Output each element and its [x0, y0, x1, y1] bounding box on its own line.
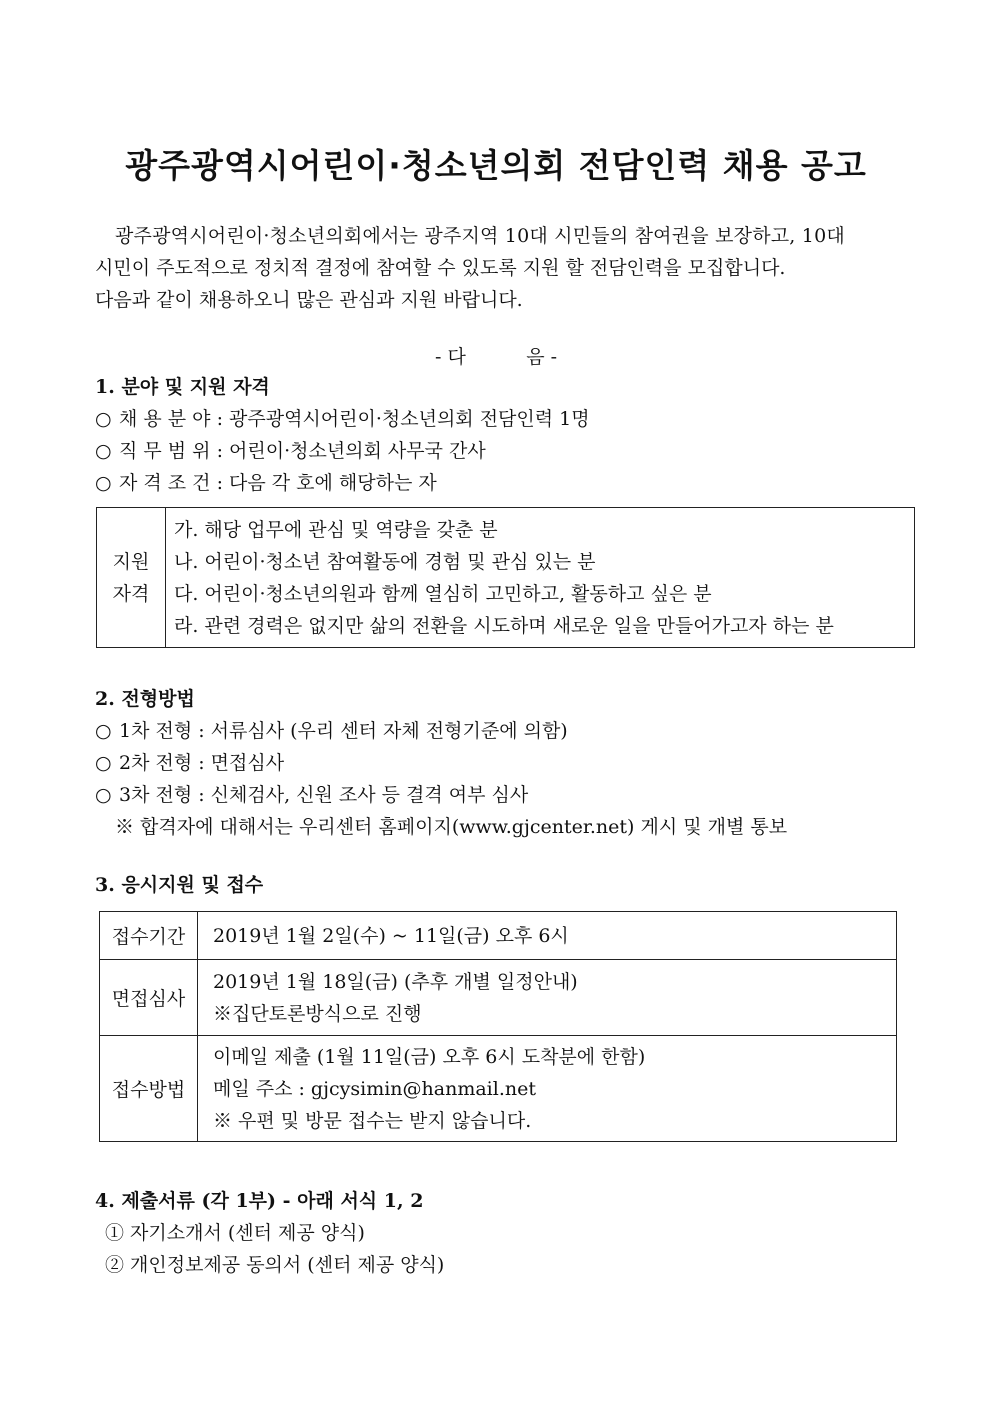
- list-item: [95, 404, 590, 431]
- intro-paragraph: [95, 220, 905, 316]
- table-label: 면접심사: [100, 960, 198, 1036]
- table-label: 접수기간: [100, 912, 198, 960]
- section-heading-application: 3. 응시지원 및 접수: [95, 874, 264, 896]
- intro-line: 시민이 주도적으로 정치적 결정에 참여할 수 있도록 지원 할 전담인력을 모집합니다.: [95, 257, 786, 279]
- list-item: ① 자기소개서 (센터 제공 양식): [105, 1222, 365, 1244]
- bullet-circle: ○: [95, 440, 112, 462]
- qualification-table: [96, 507, 915, 648]
- selection-note: ※ 합격자에 대해서는 우리센터 홈페이지(www.gjcenter.net) 게시 및 개별 통보: [115, 816, 788, 838]
- section-heading-qualification: 1. 분야 및 지원 자격: [95, 376, 270, 398]
- bullet-circle: ○: [95, 752, 112, 774]
- table-cell: [198, 1036, 897, 1142]
- table-row: 라. 관련 경력은 없지만 삶의 전환을 시도하며 새로운 일을 만들어가고자 하는 분: [174, 614, 834, 637]
- table-row: 나. 어린이·청소년 참여활동에 경험 및 관심 있는 분: [174, 550, 596, 573]
- table-row: 다. 어린이·청소년의원과 함께 열심히 고민하고, 활동하고 싶은 분: [174, 582, 712, 605]
- list-item: ② 개인정보제공 동의서 (센터 제공 양식): [105, 1254, 445, 1276]
- table-row: [100, 960, 897, 1036]
- table-cell: [198, 960, 897, 1036]
- cell-line: ※ 우편 및 방문 접수는 받지 않습니다.: [213, 1109, 532, 1132]
- table-row: [100, 1036, 897, 1142]
- table-row: 가. 해당 업무에 관심 및 역량을 갖춘 분: [174, 518, 498, 541]
- section-heading-selection: 2. 전형방법: [95, 688, 195, 710]
- list-item-text: 자 격 조 건 : 다음 각 호에 해당하는 자: [119, 472, 437, 494]
- section-heading-documents: 4. 제출서류 (각 1부) - 아래 서식 1, 2: [95, 1190, 424, 1212]
- bullet-circle: ○: [95, 784, 112, 806]
- bullet-circle: ○: [95, 408, 112, 430]
- bullet-circle: ○: [95, 720, 112, 742]
- table-cell: [198, 912, 897, 960]
- list-item: [95, 716, 568, 743]
- application-table: [99, 911, 897, 1142]
- list-item-text: 채 용 분 야 : 광주광역시어린이·청소년의회 전담인력 1명: [119, 408, 590, 430]
- cell-line: 메일 주소 : gjcysimin@hanmail.net: [213, 1077, 536, 1100]
- cell-line: 2019년 1월 18일(금) (추후 개별 일정안내): [213, 970, 578, 993]
- notice-heading: - 다 음 -: [434, 346, 558, 368]
- cell-line: ※집단토론방식으로 진행: [213, 1002, 422, 1025]
- qualification-table-header: [97, 508, 166, 648]
- cell-line: 이메일 제출 (1월 11일(금) 오후 6시 도착분에 한함): [213, 1045, 646, 1068]
- header-text: 지원: [112, 550, 150, 573]
- cell-line: 2019년 1월 2일(수) ~ 11일(금) 오후 6시: [213, 924, 569, 947]
- list-item: [95, 468, 437, 495]
- list-item-text: 1차 전형 : 서류심사 (우리 센터 자체 전형기준에 의함): [119, 720, 568, 742]
- page-title: 광주광역시어린이·청소년의회 전담인력 채용 공고: [125, 146, 867, 185]
- list-item: [95, 436, 486, 463]
- intro-line: 광주광역시어린이·청소년의회에서는 광주지역 10대 시민들의 참여권을 보장하고, 10대: [115, 225, 845, 247]
- header-text: 자격: [112, 582, 150, 605]
- list-item: [95, 748, 284, 775]
- qualification-table-body: [166, 508, 915, 648]
- bullet-circle: ○: [95, 472, 112, 494]
- list-item: [95, 780, 528, 807]
- table-row: [100, 912, 897, 960]
- list-item-text: 3차 전형 : 신체검사, 신원 조사 등 결격 여부 심사: [119, 784, 529, 806]
- intro-line: 다음과 같이 채용하오니 많은 관심과 지원 바랍니다.: [95, 289, 523, 311]
- list-item-text: 2차 전형 : 면접심사: [119, 752, 285, 774]
- table-label: 접수방법: [100, 1036, 198, 1142]
- list-item-text: 직 무 범 위 : 어린이·청소년의회 사무국 간사: [119, 440, 486, 462]
